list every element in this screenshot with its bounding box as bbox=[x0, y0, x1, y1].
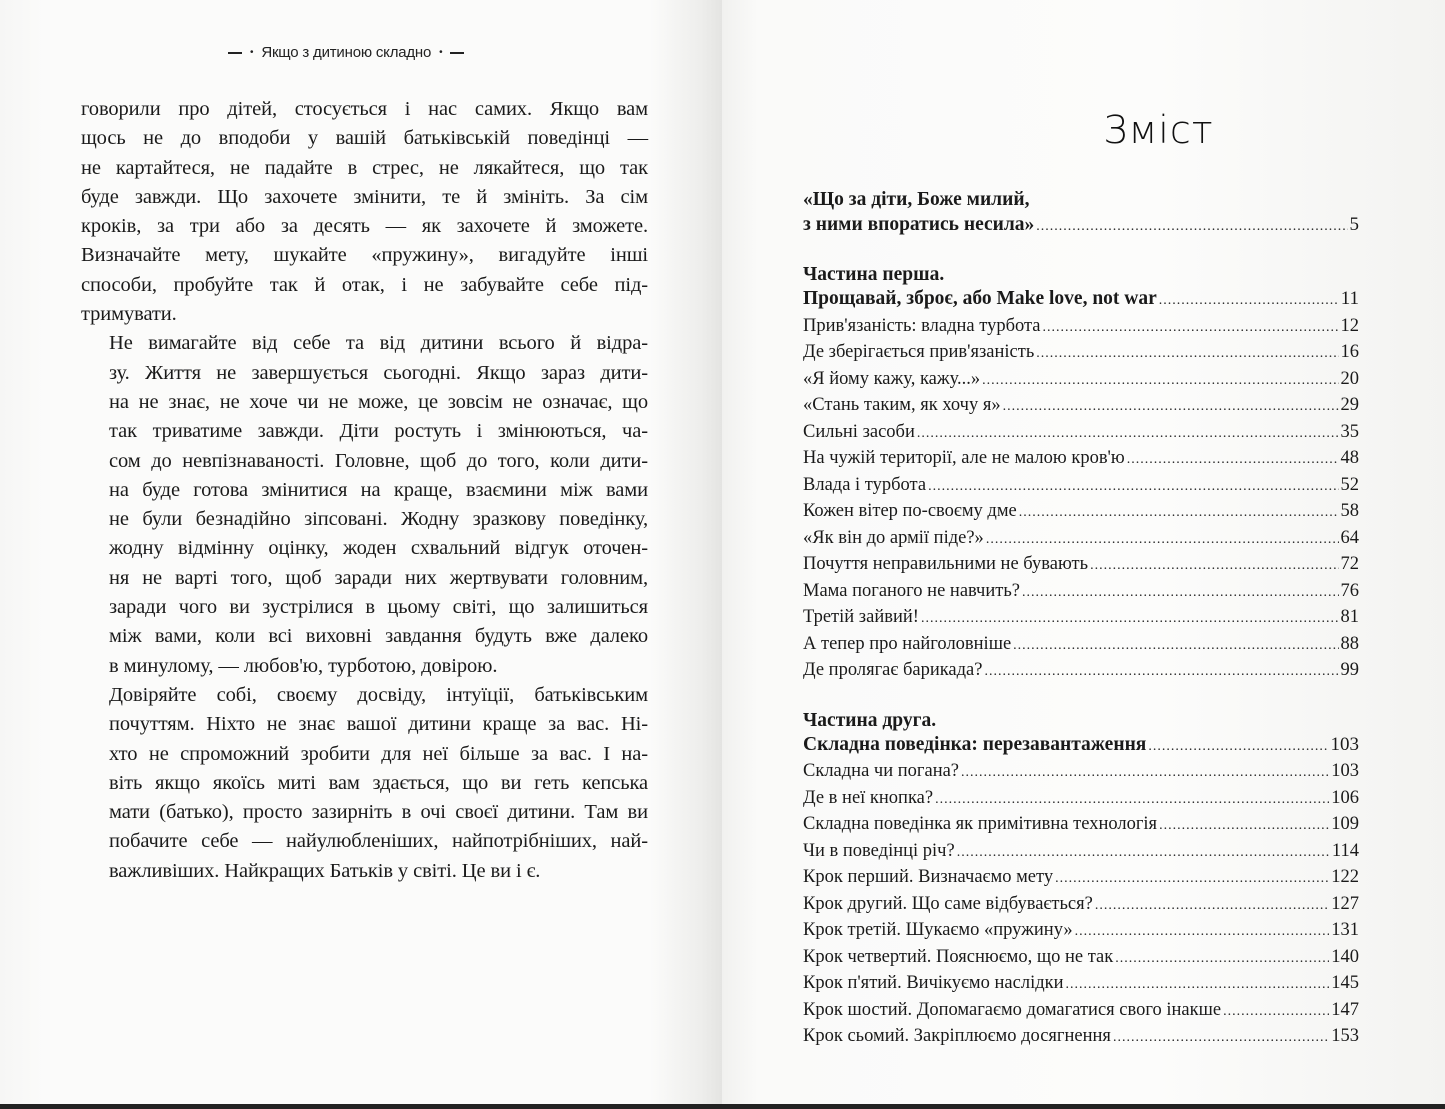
toc-entry[interactable] bbox=[803, 340, 1359, 367]
toc-entry-title: Крок шостий. Допомагаємо домагатися свого інакше bbox=[803, 999, 1222, 1020]
leader-dots bbox=[982, 367, 1338, 394]
text-line: віть якщо якоїсь миті вам здається, що ви геть кепська bbox=[109, 771, 648, 794]
ornament-dot-icon: • bbox=[250, 46, 254, 58]
toc-entry-title: з ними впоратись несила» bbox=[803, 213, 1035, 235]
text-line: сом до невпізнаваності. Головне, щоб до того, коли дити- bbox=[109, 449, 648, 472]
toc-entry-page: 131 bbox=[1331, 920, 1359, 940]
toc-entry[interactable] bbox=[803, 632, 1359, 659]
toc-entry[interactable] bbox=[803, 367, 1359, 394]
toc-entry-title: Влада і турбота bbox=[803, 474, 927, 495]
toc-entry-title: Складна поведінка: перезавантаження bbox=[803, 733, 1147, 755]
toc-entry-page: 88 bbox=[1340, 633, 1359, 654]
toc-entry[interactable] bbox=[803, 552, 1359, 579]
toc-part-1 bbox=[803, 263, 1359, 685]
toc-entry-page: 109 bbox=[1331, 814, 1359, 834]
leader-dots bbox=[928, 473, 1338, 500]
leader-dots bbox=[984, 658, 1338, 685]
leader-dots bbox=[986, 526, 1339, 553]
right-page bbox=[722, 0, 1445, 1104]
text-line: жодну відмінну оцінку, жоден схвальний відгук оточен- bbox=[109, 537, 648, 560]
toc-entry-page: 64 bbox=[1340, 527, 1359, 548]
text-line: хто не спроможний зробити для неї більше за вас. І на- bbox=[109, 742, 648, 765]
toc-entry-title: Чи в поведінці річ? bbox=[803, 840, 955, 861]
text-line: між вами, коли всі виховні завдання будуть вже далеко bbox=[109, 625, 648, 648]
text-line: кроків, за три або за десять — як захочете й зможете. bbox=[81, 215, 648, 238]
toc-entry-title: Прив'язаність: владна турбота bbox=[803, 315, 1041, 336]
body-text bbox=[81, 95, 648, 886]
toc-entry-title: Де зберігається прив'язаність bbox=[803, 342, 1035, 362]
toc-entry-page: 127 bbox=[1331, 893, 1359, 914]
toc-entry-title: Крок сьомий. Закріплюємо досягнення bbox=[803, 1026, 1111, 1046]
ornament-dash-icon bbox=[228, 52, 242, 54]
leader-dots bbox=[1022, 579, 1339, 606]
toc-entry-page: 58 bbox=[1340, 501, 1359, 521]
toc-entry-title: Крок четвертий. Пояснюємо, що не так bbox=[803, 946, 1114, 967]
leader-dots bbox=[1075, 918, 1330, 945]
leader-dots bbox=[1036, 213, 1347, 240]
leader-dots bbox=[1066, 971, 1330, 998]
toc-entry-title: Крок другий. Що саме відбувається? bbox=[803, 893, 1093, 914]
toc-entry-title: А тепер про найголовніше bbox=[803, 633, 1012, 654]
leader-dots bbox=[917, 420, 1339, 447]
leader-dots bbox=[1003, 393, 1339, 420]
toc-entry-title: «Стань таким, як хочу я» bbox=[803, 395, 1001, 415]
text-line: так триватиме завжди. Діти ростуть і змінюються, ча- bbox=[109, 420, 648, 443]
text-line: почуттям. Ніхто не знає вашої дитини краще за вас. Ні- bbox=[109, 713, 648, 736]
toc-entry[interactable] bbox=[803, 971, 1359, 998]
paragraph bbox=[81, 329, 648, 681]
toc-entry[interactable] bbox=[803, 786, 1359, 813]
toc-entry-page: 76 bbox=[1340, 580, 1359, 601]
toc-entry-page: 29 bbox=[1340, 395, 1359, 415]
toc-entry-title: Сильні засоби bbox=[803, 421, 915, 442]
toc-title: Зміст bbox=[1103, 108, 1214, 152]
toc-entry-title: Кожен вітер по-своєму дме bbox=[803, 501, 1017, 521]
toc-entry-page: 11 bbox=[1340, 288, 1359, 309]
toc-entry-page: 153 bbox=[1331, 1026, 1359, 1046]
leader-dots bbox=[1013, 632, 1338, 659]
scan-bottom-edge bbox=[0, 1104, 1445, 1109]
toc-entry-title: Складна поведінка як примітивна технологія bbox=[803, 814, 1158, 834]
toc-entry-page: 81 bbox=[1340, 607, 1359, 627]
toc-entries bbox=[803, 314, 1359, 685]
toc-entry-title: Прощавай, зброє, або Make love, not war bbox=[803, 288, 1157, 309]
leader-dots bbox=[1090, 552, 1338, 579]
leader-dots bbox=[1043, 314, 1339, 341]
running-head bbox=[228, 44, 464, 61]
leader-dots bbox=[1055, 865, 1329, 892]
toc-entry-title: «Я йому кажу, кажу...» bbox=[803, 368, 981, 389]
toc-entry-page: 12 bbox=[1340, 315, 1359, 336]
toc-intro bbox=[803, 188, 1359, 239]
toc-entry-page: 20 bbox=[1340, 368, 1359, 389]
text-line: тримувати. bbox=[81, 303, 177, 326]
text-line: в минулому, — любов'ю, турботою, довірою. bbox=[109, 654, 498, 677]
toc-part-label: Частина друга. bbox=[803, 709, 937, 731]
text-line: способи, пробуйте так й отак, і не забувайте себе під- bbox=[81, 273, 648, 296]
toc-part-label: Частина перша. bbox=[803, 264, 945, 285]
toc-entry[interactable] bbox=[803, 579, 1359, 606]
toc-entry-page: 52 bbox=[1340, 474, 1359, 495]
text-line: на не знає, не хоче чи не може, це зовсім не означає, що bbox=[109, 390, 648, 413]
toc-entry-page: 16 bbox=[1340, 342, 1359, 362]
toc-entry[interactable] bbox=[803, 892, 1359, 919]
running-head-title: Якщо з дитиною складно bbox=[261, 44, 432, 61]
toc-entry[interactable] bbox=[803, 446, 1359, 473]
toc-entry-page: 145 bbox=[1331, 973, 1359, 993]
toc-entry-page: 103 bbox=[1330, 733, 1359, 755]
toc-entry[interactable] bbox=[803, 499, 1359, 526]
toc-entry[interactable] bbox=[803, 1024, 1359, 1051]
text-line: Визначайте мету, шукайте «пружину», вигадуйте інші bbox=[81, 244, 648, 267]
toc-entry-title: Складна чи погана? bbox=[803, 761, 960, 781]
text-line: буде завжди. Що захочете змінити, те й змініть. За сім bbox=[81, 185, 648, 208]
toc-entry-page: 35 bbox=[1340, 421, 1359, 442]
toc-entry[interactable] bbox=[803, 213, 1359, 240]
toc-entry-page: 147 bbox=[1331, 999, 1359, 1020]
toc-entry-page: 48 bbox=[1340, 448, 1359, 468]
toc-entry-page: 122 bbox=[1331, 867, 1359, 887]
leader-dots bbox=[961, 759, 1329, 786]
toc-part-heading[interactable] bbox=[803, 287, 1359, 314]
paragraph bbox=[81, 95, 648, 329]
leader-dots bbox=[1223, 998, 1329, 1025]
toc-entry-title: «Як він до армії піде?» bbox=[803, 527, 984, 548]
leader-dots bbox=[957, 839, 1330, 866]
toc-entry-title: Почуття неправильними не бувають bbox=[803, 554, 1089, 574]
toc-entry-title: Крок перший. Визначаємо мету bbox=[803, 867, 1054, 887]
leader-dots bbox=[935, 786, 1329, 813]
leader-dots bbox=[1113, 1024, 1329, 1051]
toc-entry[interactable] bbox=[803, 393, 1359, 420]
toc-entry-page: 72 bbox=[1340, 554, 1359, 574]
leader-dots bbox=[1159, 287, 1339, 314]
text-line: не картайтеся, не падайте в стрес, не лякайтеся, що так bbox=[81, 156, 648, 179]
text-line: ня не варті того, щоб заради них жертвувати головним, bbox=[109, 566, 648, 589]
toc-entry[interactable] bbox=[803, 812, 1359, 839]
leader-dots bbox=[1127, 446, 1339, 473]
text-line: важливіших. Найкращих Батьків у світі. Це ви і є. bbox=[109, 859, 541, 882]
toc-entry[interactable] bbox=[803, 945, 1359, 972]
toc-entry[interactable] bbox=[803, 759, 1359, 786]
leader-dots bbox=[1019, 499, 1339, 526]
text-line: говорили про дітей, стосується і нас самих. Якщо вам bbox=[81, 98, 648, 120]
toc-entry[interactable] bbox=[803, 918, 1359, 945]
toc-entry-title: Крок п'ятий. Вичікуємо наслідки bbox=[803, 973, 1064, 993]
toc-entry-title: Де в неї кнопка? bbox=[803, 787, 934, 808]
text-line: Довіряйте собі, своєму досвіду, інтуїції, батьківським bbox=[109, 683, 648, 706]
text-line: побачите себе — найулюбленіших, найпотрібніших, най- bbox=[109, 830, 648, 853]
toc-entry-page: 5 bbox=[1349, 213, 1359, 235]
toc-entry-page: 140 bbox=[1331, 946, 1359, 967]
ornament-dash-icon bbox=[450, 52, 464, 54]
toc-entry-title: Де пролягає барикада? bbox=[803, 660, 983, 680]
toc-entry-title: Крок третій. Шукаємо «пружину» bbox=[803, 920, 1073, 940]
toc-part-heading[interactable] bbox=[803, 733, 1359, 760]
toc-entry-title: На чужій території, але не малою кров'ю bbox=[803, 448, 1125, 468]
toc-entry[interactable] bbox=[803, 420, 1359, 447]
text-line: зу. Життя не завершується сьогодні. Якщо зараз дити- bbox=[109, 361, 648, 384]
paragraph bbox=[81, 681, 648, 886]
left-page bbox=[0, 0, 722, 1104]
toc-entry[interactable] bbox=[803, 998, 1359, 1025]
toc-entry[interactable] bbox=[803, 473, 1359, 500]
leader-dots bbox=[1159, 812, 1329, 839]
toc-entry[interactable] bbox=[803, 865, 1359, 892]
text-line: мати (батько), просто зазирніть в очі своєї дитини. Там ви bbox=[109, 801, 648, 824]
text-line: Не вимагайте від себе та від дитини всього й відра- bbox=[109, 332, 648, 355]
toc-entries bbox=[803, 759, 1359, 1051]
text-line: не були безнадійно зіпсовані. Жодну зразкову поведінку, bbox=[109, 508, 648, 531]
text-line: щось не до вподоби у вашій батьківській поведінці — bbox=[81, 127, 648, 150]
text-line: заради чого ви зустрілися в цьому світі, що залишиться bbox=[109, 596, 648, 619]
leader-dots bbox=[1115, 945, 1329, 972]
toc-intro-line1: «Що за діти, Боже милий, bbox=[803, 189, 1030, 210]
ornament-dot-icon: • bbox=[439, 46, 443, 58]
toc-entry-title: Третій зайвий! bbox=[803, 607, 919, 627]
toc-entry[interactable] bbox=[803, 526, 1359, 553]
leader-dots bbox=[921, 605, 1339, 632]
toc-entry-page: 114 bbox=[1331, 840, 1359, 861]
toc-entry[interactable] bbox=[803, 605, 1359, 632]
toc-entry-page: 103 bbox=[1331, 761, 1359, 781]
toc-entry[interactable] bbox=[803, 658, 1359, 685]
leader-dots bbox=[1148, 733, 1328, 760]
toc-entry-page: 99 bbox=[1340, 660, 1359, 680]
text-line: на буде готова змінитися на краще, взаємини між вами bbox=[109, 478, 648, 501]
leader-dots bbox=[1036, 340, 1338, 367]
toc-entry[interactable] bbox=[803, 314, 1359, 341]
toc-entry-title: Мама поганого не навчить? bbox=[803, 580, 1020, 601]
toc-entry-page: 106 bbox=[1331, 787, 1359, 808]
toc-entry[interactable] bbox=[803, 839, 1359, 866]
toc-part-2 bbox=[803, 709, 1359, 1051]
table-of-contents bbox=[803, 188, 1359, 1075]
leader-dots bbox=[1095, 892, 1329, 919]
